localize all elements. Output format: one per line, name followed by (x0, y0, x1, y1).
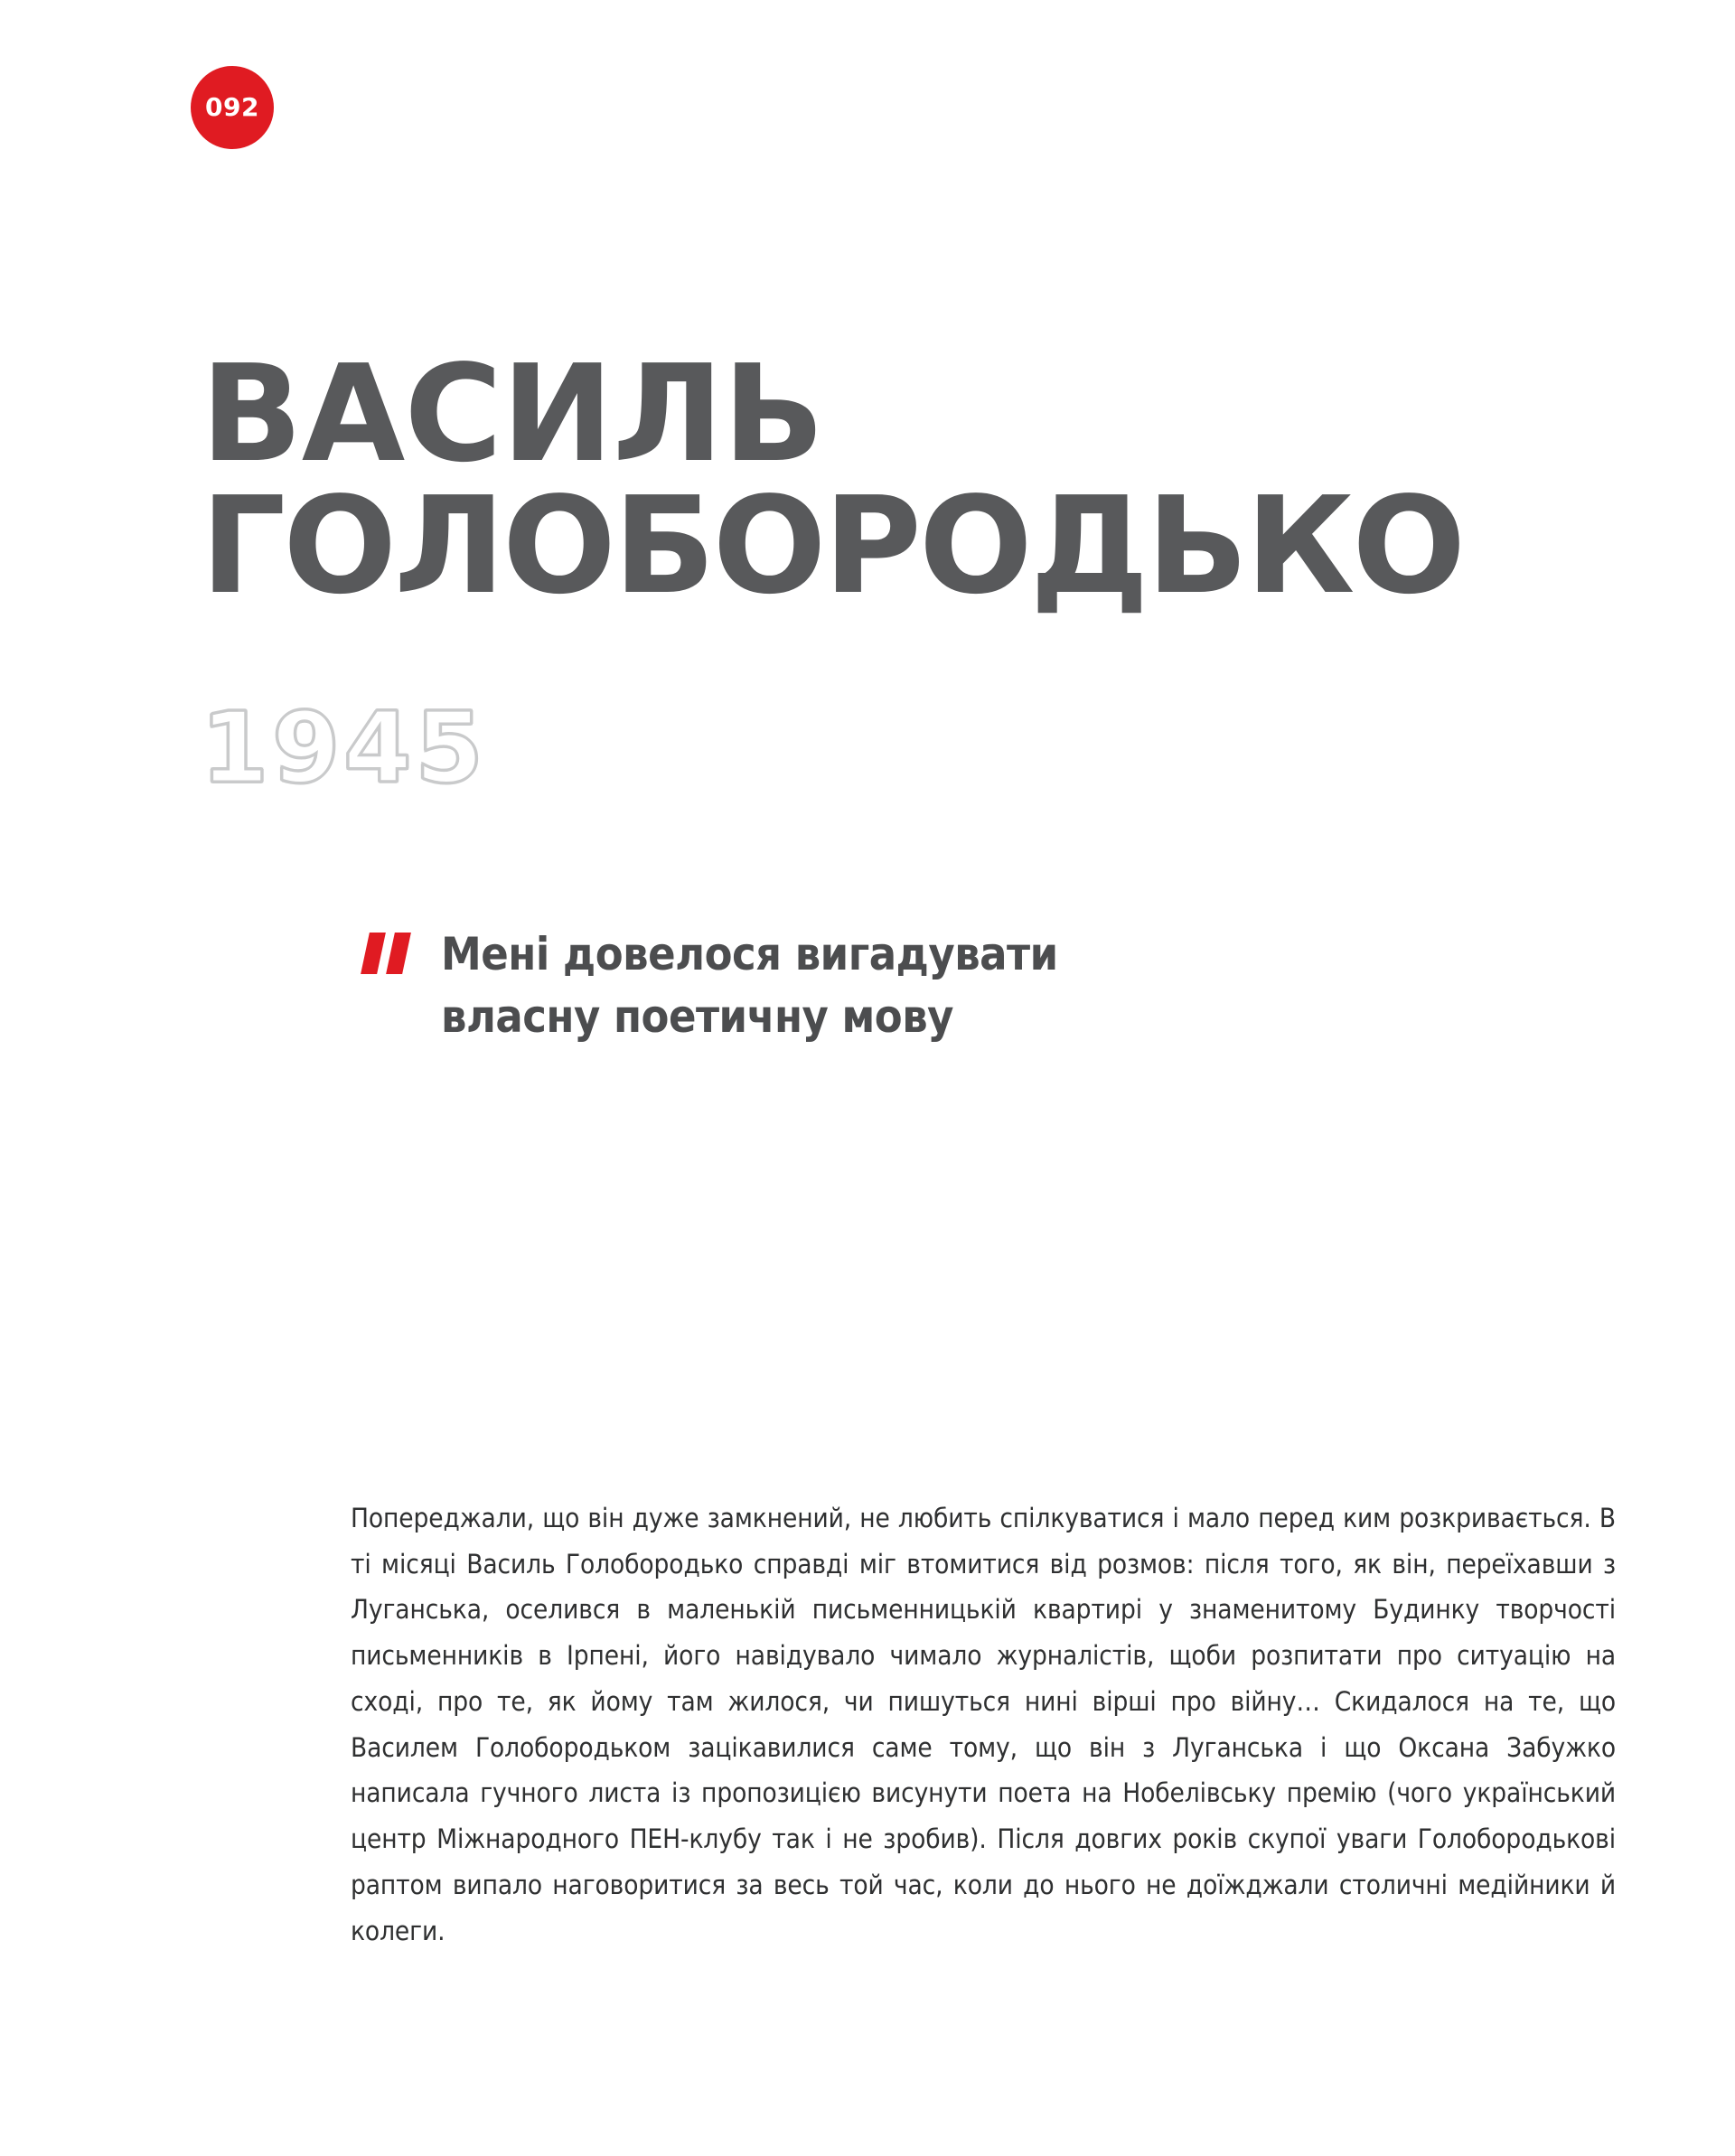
pull-quote-text (441, 923, 1446, 1048)
author-last-name: ГОЛОБОРОДЬКО (201, 468, 1464, 624)
author-first-name: ВАСИЛЬ (201, 336, 824, 492)
pull-quote-line-1: Мені довелося вигадувати (441, 928, 1058, 980)
pull-quote (361, 923, 1446, 1048)
page-number-text: 092 (205, 92, 259, 122)
page-number-badge (191, 66, 274, 149)
birth-year: 1945 (201, 692, 487, 805)
quotation-mark-icon (361, 933, 423, 981)
author-title-block (201, 336, 1538, 624)
body-copy (351, 1495, 1616, 1954)
body-paragraph: Попереджали, що він дуже замкнений, не любить спілкуватися і мало перед ким розкривається. В ті місяці Василь Голобородько справді міг втомитися від розмов: після того, як він, переїхавши з Луганська, оселився в маленькій письменницькій квартирі у знаменитому Будинку творчості письменників в Ірпені, його навідувало чимало журналістів, щоби розпитати про ситуацію на сході, про те, як йому там жилося, чи пишуться нині вірші про війну… Скидалося на те, що Василем Голобородьком зацікавилися саме тому, що він з Луганська і що Оксана Забужко написала гучного листа із пропозицією висунути поета на Нобелівську премію (чого український центр Міжнародного ПЕН-клубу так і не зробив). Після довгих років скупої уваги Голобородькові раптом випало наговоритися за весь той час, коли до нього не доїжджали столичні медійники й колеги. (351, 1503, 1616, 1946)
pull-quote-line-2: власну поетичну мову (441, 990, 953, 1043)
